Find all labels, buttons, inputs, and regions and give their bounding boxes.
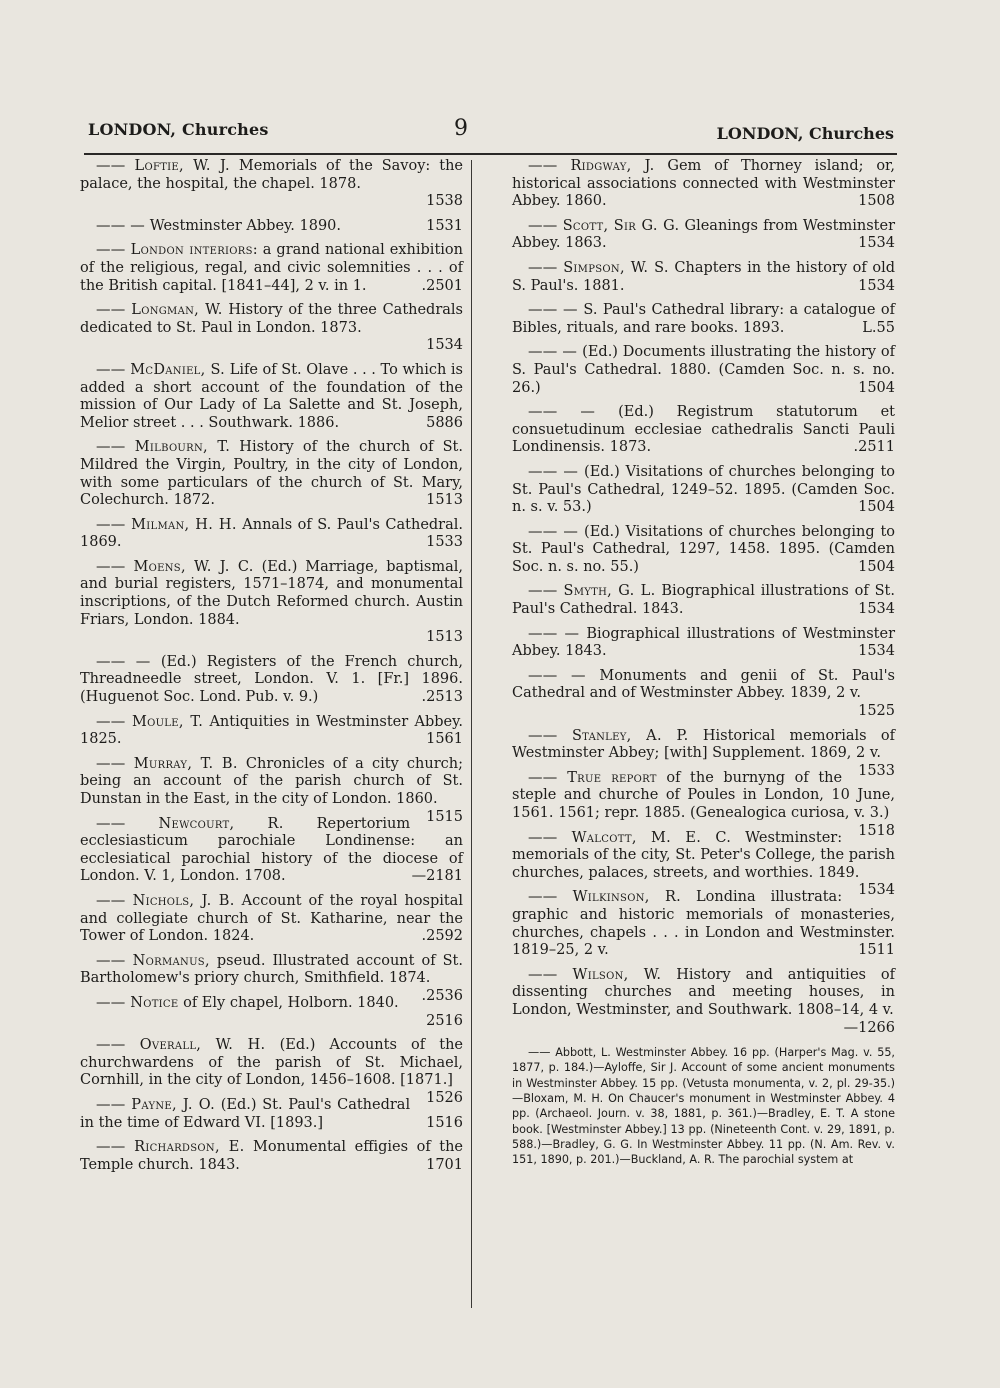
entry-shelf-number: —1266 bbox=[843, 1019, 895, 1036]
entry-title: Life of St. Olave . . . To which is added a short account of the foundation of the mission of Our Lady of La Salette and St. Joseph, Melior street . . . Southwark. 1886. bbox=[80, 361, 463, 431]
catalog-entry bbox=[512, 583, 895, 618]
catalog-entry bbox=[80, 1139, 463, 1174]
entry-dash: —— bbox=[96, 1096, 132, 1113]
entry-author: McDaniel, S. bbox=[130, 361, 226, 378]
catalog-entry bbox=[80, 517, 463, 552]
entry-shelf-number: 1534 bbox=[858, 882, 895, 899]
entry-dash: —— bbox=[96, 558, 134, 575]
left-column bbox=[80, 158, 463, 1181]
entry-author: Milbourn, T. bbox=[134, 439, 231, 456]
catalog-entry bbox=[80, 559, 463, 647]
catalog-entry bbox=[512, 967, 895, 1037]
entry-title: Chapters in the history of old S. Paul's. 1881. bbox=[512, 259, 895, 294]
entry-title: of Ely chapel, Holborn. 1840. bbox=[178, 994, 399, 1011]
entry-dash: —— bbox=[528, 158, 571, 174]
entry-dash: —— bbox=[96, 892, 133, 909]
entry-dash: —— bbox=[96, 952, 133, 969]
catalog-entry bbox=[512, 218, 895, 253]
catalog-entry bbox=[80, 995, 463, 1030]
catalog-entry bbox=[80, 816, 463, 886]
entry-shelf-number: 1513 bbox=[426, 629, 463, 646]
entry-shelf-number: 1515 bbox=[426, 808, 463, 825]
entry-author: Nichols, J. B. bbox=[132, 892, 235, 909]
catalog-entry bbox=[512, 668, 895, 721]
entry-author: Wilkinson, R. bbox=[572, 889, 682, 906]
catalog-entry bbox=[80, 893, 463, 946]
entry-dash: —— bbox=[528, 829, 572, 846]
entry-shelf-number: —2181 bbox=[411, 868, 463, 885]
entry-shelf-number: .2501 bbox=[421, 277, 463, 294]
entry-shelf-number: 1531 bbox=[426, 217, 463, 234]
entry-title: Chronicles of a city church; being an account of the parish church of St. Dunstan in the East, in the city of London. 1860. bbox=[80, 755, 463, 807]
entry-title: Biographical illustrations of St. Paul's Cathedral. 1843. bbox=[512, 583, 895, 618]
entry-dash: —— bbox=[96, 516, 132, 533]
right-entries bbox=[512, 158, 895, 1037]
entry-shelf-number: 1534 bbox=[858, 235, 895, 252]
entry-author: Notice bbox=[130, 994, 179, 1011]
entry-title: of the burnyng of the steple and churche of Poules in London, 10 June, 1561. 1561; repr. 1885. (Genealogica curiosa, v. 3.) bbox=[512, 769, 895, 821]
entry-shelf-number: .2592 bbox=[421, 928, 463, 945]
entry-dash: —— bbox=[96, 439, 135, 456]
entry-dash: —— — bbox=[528, 625, 587, 642]
entry-title: History and antiquities of dissenting churches and meeting houses, in London, Westminster, and Southwark. 1808–14, 4 v. bbox=[512, 966, 895, 1018]
header-right: LONDON, Churches bbox=[716, 124, 894, 143]
entry-author: Murray, T. B. bbox=[133, 755, 238, 772]
entry-shelf-number: 5886 bbox=[426, 414, 463, 431]
catalog-entry bbox=[512, 302, 895, 337]
entry-author: Walcott, M. E. C. bbox=[571, 829, 732, 846]
entry-shelf-number: 1533 bbox=[426, 534, 463, 551]
entry-author: Newcourt, R. bbox=[158, 815, 284, 832]
entry-shelf-number: .2511 bbox=[853, 439, 895, 456]
entry-title: S. Paul's Cathedral library: a catalogue of Bibles, rituals, and rare books. 1893. bbox=[512, 302, 895, 336]
entry-title: History of the church of St. Mildred the Virgin, Poultry, in the city of London, with some particulars of the church of St. Mary, Colechurch. 1872. bbox=[80, 439, 463, 509]
entry-title: Londina illustrata: graphic and historic memorials of monasteries, churches, chapels . . . in London and Westminster. 1819–25, 2 v. bbox=[512, 889, 895, 959]
entry-title: History of the three Cathedrals dedicated to St. Paul in London. 1873. bbox=[80, 302, 463, 336]
entry-title: Biographical illustrations of Westminster Abbey. 1843. bbox=[512, 625, 895, 660]
entry-author: Loftie, W. J. bbox=[134, 158, 230, 174]
entry-author: London interiors bbox=[130, 242, 253, 259]
entry-title: Monumental effigies of the Temple church. 1843. bbox=[80, 1139, 463, 1173]
entry-shelf-number: 1533 bbox=[858, 762, 895, 779]
entry-title: Memorials of the Savoy: the palace, the hospital, the chapel. 1878. bbox=[80, 158, 463, 192]
entry-shelf-number: 1508 bbox=[858, 193, 895, 210]
entry-author: Ridgway, J. bbox=[570, 158, 655, 174]
catalog-entry bbox=[512, 344, 895, 397]
entry-dash: —— bbox=[528, 769, 568, 786]
entry-dash: —— — bbox=[528, 404, 619, 421]
entry-shelf-number: 1538 bbox=[426, 193, 463, 210]
entry-dash: —— bbox=[96, 158, 135, 174]
header-left: LONDON, Churches bbox=[88, 120, 269, 139]
catalog-entry bbox=[80, 218, 463, 236]
entry-shelf-number: 1504 bbox=[858, 558, 895, 575]
entry-dash: —— — bbox=[96, 653, 161, 670]
entry-author: Wilson, W. bbox=[572, 966, 662, 983]
entry-title: Gem of Thorney island; or, historical associations connected with Westminster Abbey. 1860. bbox=[512, 158, 896, 210]
entry-dash: —— bbox=[96, 713, 132, 730]
entry-title: Annals of S. Paul's Cathedral. 1869. bbox=[80, 516, 463, 551]
entry-shelf-number: 1701 bbox=[426, 1156, 463, 1173]
catalog-entry bbox=[80, 654, 463, 707]
catalog-entry bbox=[512, 260, 895, 295]
entry-author: Stanley, A. P. bbox=[571, 727, 689, 744]
entry-title: (Ed.) Visitations of churches belonging to St. Paul's Cathedral, 1297, 1458. 1895. (Camden Soc. n. s. no. 55.) bbox=[512, 523, 895, 575]
footnote: —— Abbott, L. Westminster Abbey. 16 pp. (Harper's Mag. v. 55, 1877, p. 184.)—Ayloffe, Sir J. Account of some ancient monuments in Westminster Abbey. 15 pp. (Vetusta monumenta, v. 2, pl. 29-35.)—Bloxam, M. H. On Chaucer's monument in Westminster Abbey. 4 pp. (Archaeol. Journ. v. 38, 1881, p. 361.)—Bradley, E. T. A stone book. [Westminster Abbey.] 13 pp. (Nineteenth Cont. v. 29, 1891, p. 588.)—Bradley, G. G. In Westminster Abbey. 11 pp. (N. Am. Rev. v. 151, 1890, p. 201.)—Buckland, A. R. The parochial system at bbox=[512, 1046, 895, 1167]
entry-dash: —— bbox=[528, 217, 563, 234]
entry-dash: —— — bbox=[96, 217, 150, 234]
entry-shelf-number: 1534 bbox=[858, 277, 895, 294]
header-rule bbox=[84, 153, 897, 155]
entry-title: Antiquities in Westminster Abbey. 1825. bbox=[80, 713, 464, 748]
catalog-entry bbox=[80, 302, 463, 355]
entry-title: Westminster: memorials of the city, St. Peter's College, the parish churches, palaces, streets, and worthies. 1849. bbox=[512, 829, 895, 881]
entry-shelf-number: 1516 bbox=[426, 1114, 463, 1131]
entry-title: (Ed.) Visitations of churches belonging to St. Paul's Cathedral, 1249–52. 1895. (Camden Soc. n. s. v. 53.) bbox=[512, 463, 895, 516]
entry-title: (Ed.) Accounts of the churchwardens of the parish of St. Michael, Cornhill, in the city of London, 1456–1608. [1871.] bbox=[80, 1037, 463, 1089]
entry-shelf-number: 1526 bbox=[426, 1089, 463, 1106]
entry-dash: —— bbox=[96, 1037, 140, 1054]
column-divider bbox=[471, 160, 472, 1308]
entry-dash: —— — bbox=[528, 667, 600, 684]
entry-author: Milman, H. H. bbox=[131, 516, 237, 533]
entry-shelf-number: 1534 bbox=[426, 337, 463, 354]
entry-shelf-number: 1534 bbox=[858, 601, 895, 618]
entry-title: (Ed.) Registrum statutorum et consuetudinum ecclesiae cathedralis Sancti Pauli Londinensis. 1873. bbox=[512, 404, 895, 456]
entry-shelf-number: .2536 bbox=[421, 987, 463, 1004]
entry-dash: —— bbox=[96, 815, 159, 832]
catalog-entry bbox=[80, 362, 463, 432]
catalog-entry bbox=[80, 439, 463, 509]
entry-dash: —— bbox=[528, 966, 573, 983]
entry-shelf-number: 1504 bbox=[858, 379, 895, 396]
catalog-entry bbox=[512, 889, 895, 959]
page-number: 9 bbox=[454, 116, 468, 141]
catalog-entry bbox=[512, 524, 895, 577]
entry-dash: —— bbox=[96, 755, 134, 772]
entry-author: Payne, J. O. bbox=[131, 1096, 216, 1113]
entry-title: (Ed.) Marriage, baptismal, and burial registers, 1571–1874, and monumental inscriptions, of the Dutch Reformed church. Austin Friars, London. 1884. bbox=[80, 558, 464, 628]
entry-author: Normanus, bbox=[132, 952, 210, 969]
entry-dash: —— — bbox=[528, 302, 584, 319]
entry-title: (Ed.) Documents illustrating the history of S. Paul's Cathedral. 1880. (Camden Soc. n. s. no. 26.) bbox=[512, 344, 895, 396]
entry-shelf-number: 1511 bbox=[858, 942, 895, 959]
entry-title: pseud. Illustrated account of St. Bartholomew's priory church, Smithfield. 1874. bbox=[80, 952, 463, 987]
entry-title: : a grand national exhibition of the religious, regal, and civic solemnities . . . of the British capital. [1841–44], 2 v. in 1. bbox=[80, 242, 463, 294]
entry-dash: —— bbox=[96, 994, 131, 1011]
entry-shelf-number: 1513 bbox=[426, 492, 463, 509]
catalog-entry bbox=[512, 404, 895, 457]
right-column bbox=[512, 158, 895, 1168]
entry-title: (Ed.) St. Paul's Cathedral in the time of Edward VI. [1893.] bbox=[80, 1096, 411, 1131]
entry-shelf-number: 1504 bbox=[858, 499, 895, 516]
entry-dash: —— bbox=[96, 242, 131, 259]
entry-shelf-number: 2516 bbox=[426, 1012, 463, 1029]
entry-dash: —— — bbox=[528, 523, 585, 540]
entry-title: Gleanings from Westminster Abbey. 1863. bbox=[512, 217, 896, 252]
entry-dash: —— bbox=[96, 361, 131, 378]
entry-shelf-number: L.55 bbox=[862, 319, 895, 336]
entry-dash: —— — bbox=[528, 344, 583, 361]
entry-author: Overall, W. H. bbox=[139, 1037, 266, 1054]
entry-title: Westminster Abbey. 1890. bbox=[149, 217, 342, 234]
entry-author: Richardson, E. bbox=[134, 1139, 245, 1156]
entry-title: Monuments and genii of St. Paul's Cathedral and of Westminster Abbey. 1839, 2 v. bbox=[512, 667, 895, 702]
catalog-entry bbox=[512, 626, 895, 661]
entry-title: (Ed.) Registers of the French church, Threadneedle street, London. V. 1. [Fr.] 1896. (Huguenot Soc. Lond. Pub. v. 9.) bbox=[80, 653, 464, 706]
entry-dash: —— bbox=[96, 302, 132, 319]
entry-dash: —— bbox=[528, 889, 573, 906]
entry-shelf-number: 1561 bbox=[426, 731, 463, 748]
entry-author: Moens, W. J. C. bbox=[133, 558, 254, 575]
entry-dash: —— bbox=[96, 1139, 135, 1156]
entry-author: Simpson, W. S. bbox=[563, 259, 669, 276]
entry-author: Longman, W. bbox=[131, 302, 223, 319]
entry-dash: —— bbox=[528, 259, 564, 276]
catalog-entry bbox=[80, 242, 463, 295]
entry-shelf-number: 1525 bbox=[858, 703, 895, 720]
entry-title: Account of the royal hospital and collegiate church of St. Katharine, near the Tower of London. 1824. bbox=[80, 892, 463, 945]
entry-shelf-number: 1534 bbox=[858, 643, 895, 660]
entry-author: Scott, Sir G. G. bbox=[562, 217, 680, 234]
catalog-entry bbox=[80, 714, 463, 749]
entry-dash: —— bbox=[528, 727, 572, 744]
catalog-entry bbox=[80, 1097, 463, 1132]
entry-dash: —— bbox=[528, 583, 564, 600]
running-header bbox=[88, 116, 894, 150]
catalog-entry bbox=[512, 158, 895, 211]
entry-title: Repertorium ecclesiasticum parochiale Londinense: an ecclesiatical parochial history of the diocese of London. V. 1, London. 1708. bbox=[80, 815, 463, 885]
entry-author: Moule, T. bbox=[131, 713, 204, 730]
entry-title: Historical memorials of Westminster Abbey; [with] Supplement. 1869, 2 v. bbox=[512, 727, 896, 762]
entry-dash: —— — bbox=[528, 463, 585, 480]
entry-author: Smyth, G. L. bbox=[563, 583, 656, 600]
entry-shelf-number: .2513 bbox=[421, 689, 463, 706]
entry-shelf-number: 1518 bbox=[858, 822, 895, 839]
entry-author: True report bbox=[567, 769, 657, 786]
catalog-entry bbox=[80, 158, 463, 211]
catalog-entry bbox=[512, 464, 895, 517]
